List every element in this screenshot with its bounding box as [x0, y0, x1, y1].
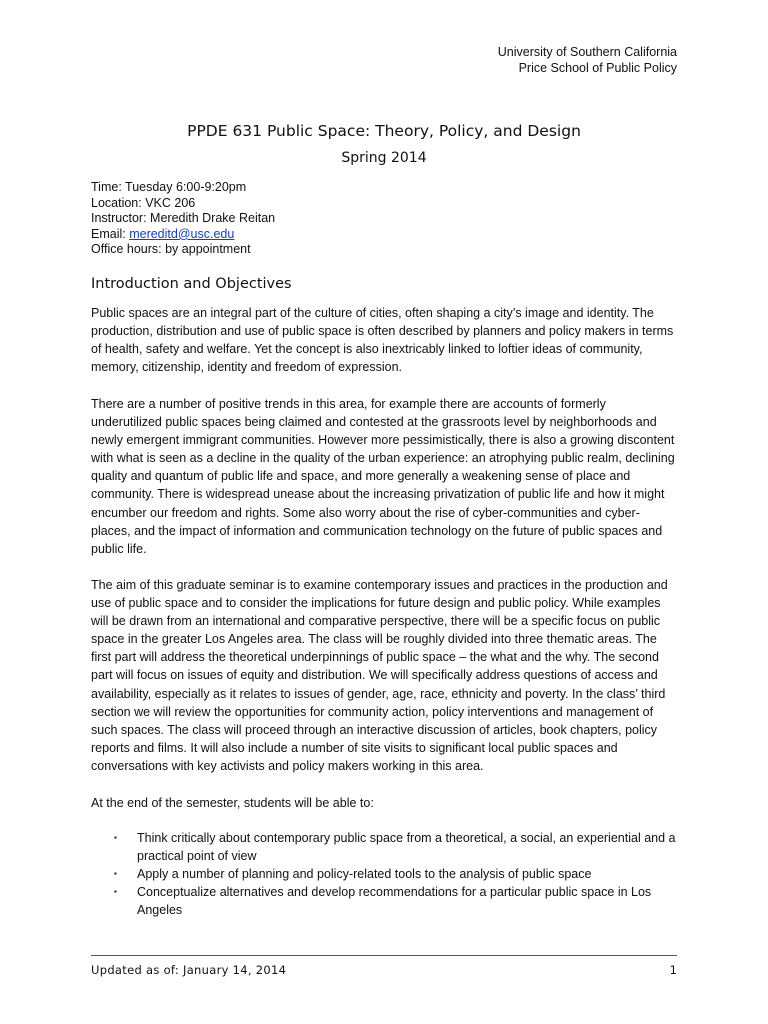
paragraph-line: availability, especially as it relates to issues of gender, age, race, ethnicity and poverty. In the class’ third — [91, 686, 666, 701]
course-time: Time: Tuesday 6:00-9:20pm — [91, 180, 247, 194]
list-item — [91, 883, 691, 919]
paragraph-line: conversations with key activists and policy makers working in this area. — [91, 758, 484, 773]
section-heading-introduction: Introduction and Objectives — [91, 276, 292, 292]
course-email — [91, 227, 275, 243]
course-title: PPDE 631 Public Space: Theory, Policy, and Design — [187, 122, 581, 140]
list-item-line: Apply a number of planning and policy-related tools to the analysis of public space — [137, 867, 592, 882]
paragraph-outcomes-intro: At the end of the semester, students will be able to: — [91, 796, 374, 810]
bullet-icon: ▪ — [114, 869, 117, 879]
university-name: University of Southern California — [497, 45, 677, 59]
list-item-line: practical point of view — [137, 849, 257, 864]
bullet-icon: ▪ — [114, 833, 117, 842]
footer-divider — [91, 955, 677, 956]
paragraph-line: use of public space and to consider the implications for future design and public policy. While examples — [91, 596, 661, 611]
course-info — [91, 180, 275, 258]
list-item-line: Conceptualize alternatives and develop recommendations for a particular public space in Los — [137, 885, 652, 900]
bullet-icon: ▪ — [114, 887, 117, 897]
paragraph-line: such spaces. The class will proceed through an interactive discussion of articles, book chapters, policy — [91, 722, 658, 737]
paragraph-line: first part will address the theoretical underpinnings of public space – the what and the why. The second — [91, 650, 659, 665]
paragraph-line: encumber our freedom and rights. Some also worry about the rise of cyber-communities and cyber- — [91, 505, 640, 520]
paragraph-line: with what is seen as a decline in the quality of the urban experience: an atrophying public realm, declining — [91, 451, 675, 466]
list-item-line: Think critically about contemporary public space from a theoretical, a social, an experiential and a — [137, 831, 676, 845]
paragraph-line: The aim of this graduate seminar is to examine contemporary issues and practices in the production and — [91, 578, 668, 592]
university-header — [498, 44, 677, 76]
paragraph-line: quality and quantum of public life and space, and more generally a weakening sense of place and — [91, 469, 631, 484]
outcomes-list — [91, 829, 691, 919]
paragraph-line: production, distribution and use of public space is often described by planners and policy makers in terms — [91, 324, 674, 339]
list-item — [91, 865, 691, 883]
paragraph-line: public life. — [91, 541, 147, 556]
paragraph-line: underutilized public spaces being claimed and contested at the grassroots level by neighborhoods and — [91, 415, 657, 430]
paragraph-line: places, and the impact of information and communication technology on the future of public spaces and — [91, 523, 663, 538]
paragraph-line: will be drawn from an international and comparative perspective, there will be a specific focus on public — [91, 614, 661, 629]
course-location: Location: VKC 206 — [91, 195, 196, 210]
paragraph-line: part will focus on issues of equity and distribution. We will specifically address questions of access and — [91, 668, 658, 683]
page-number: 1 — [669, 963, 677, 977]
school-name: Price School of Public Policy — [518, 61, 677, 75]
course-instructor: Instructor: Meredith Drake Reitan — [91, 211, 276, 226]
paragraph-line: section we will review the opportunities for community action, policy interventions and management of — [91, 704, 654, 719]
list-item — [91, 829, 691, 865]
course-term: Spring 2014 — [341, 150, 427, 166]
office-hours: Office hours: by appointment — [91, 242, 251, 257]
paragraph-2 — [91, 395, 691, 558]
paragraph-line: newly emergent immigrant communities. However more pessimistically, there is also a growing discontent — [91, 433, 675, 448]
email-label: Email: — [91, 226, 130, 241]
list-item-line: Angeles — [137, 903, 183, 918]
paragraph-line: community. There is widespread unease about the increasing privatization of public life and how it might — [91, 487, 665, 502]
paragraph-line: space in the greater Los Angeles area. The class will be roughly divided into three thematic areas. The — [91, 632, 657, 647]
footer-updated-date: Updated as of: January 14, 2014 — [91, 963, 287, 977]
paragraph-line: Public spaces are an integral part of the culture of cities, often shaping a city’s image and identity. The — [91, 306, 654, 320]
paragraph-line: of health, safety and welfare. Yet the concept is also inextricably linked to loftier ideas of community, — [91, 342, 643, 357]
email-link[interactable]: mereditd@usc.edu — [129, 226, 235, 241]
paragraph-line: reports and films. It will also include a number of site visits to significant local public spaces and — [91, 740, 618, 755]
paragraph-3 — [91, 576, 691, 775]
paragraph-1 — [91, 304, 691, 376]
paragraph-line: There are a number of positive trends in this area, for example there are accounts of formerly — [91, 397, 606, 411]
paragraph-line: memory, citizenship, identity and freedom of expression. — [91, 360, 403, 375]
